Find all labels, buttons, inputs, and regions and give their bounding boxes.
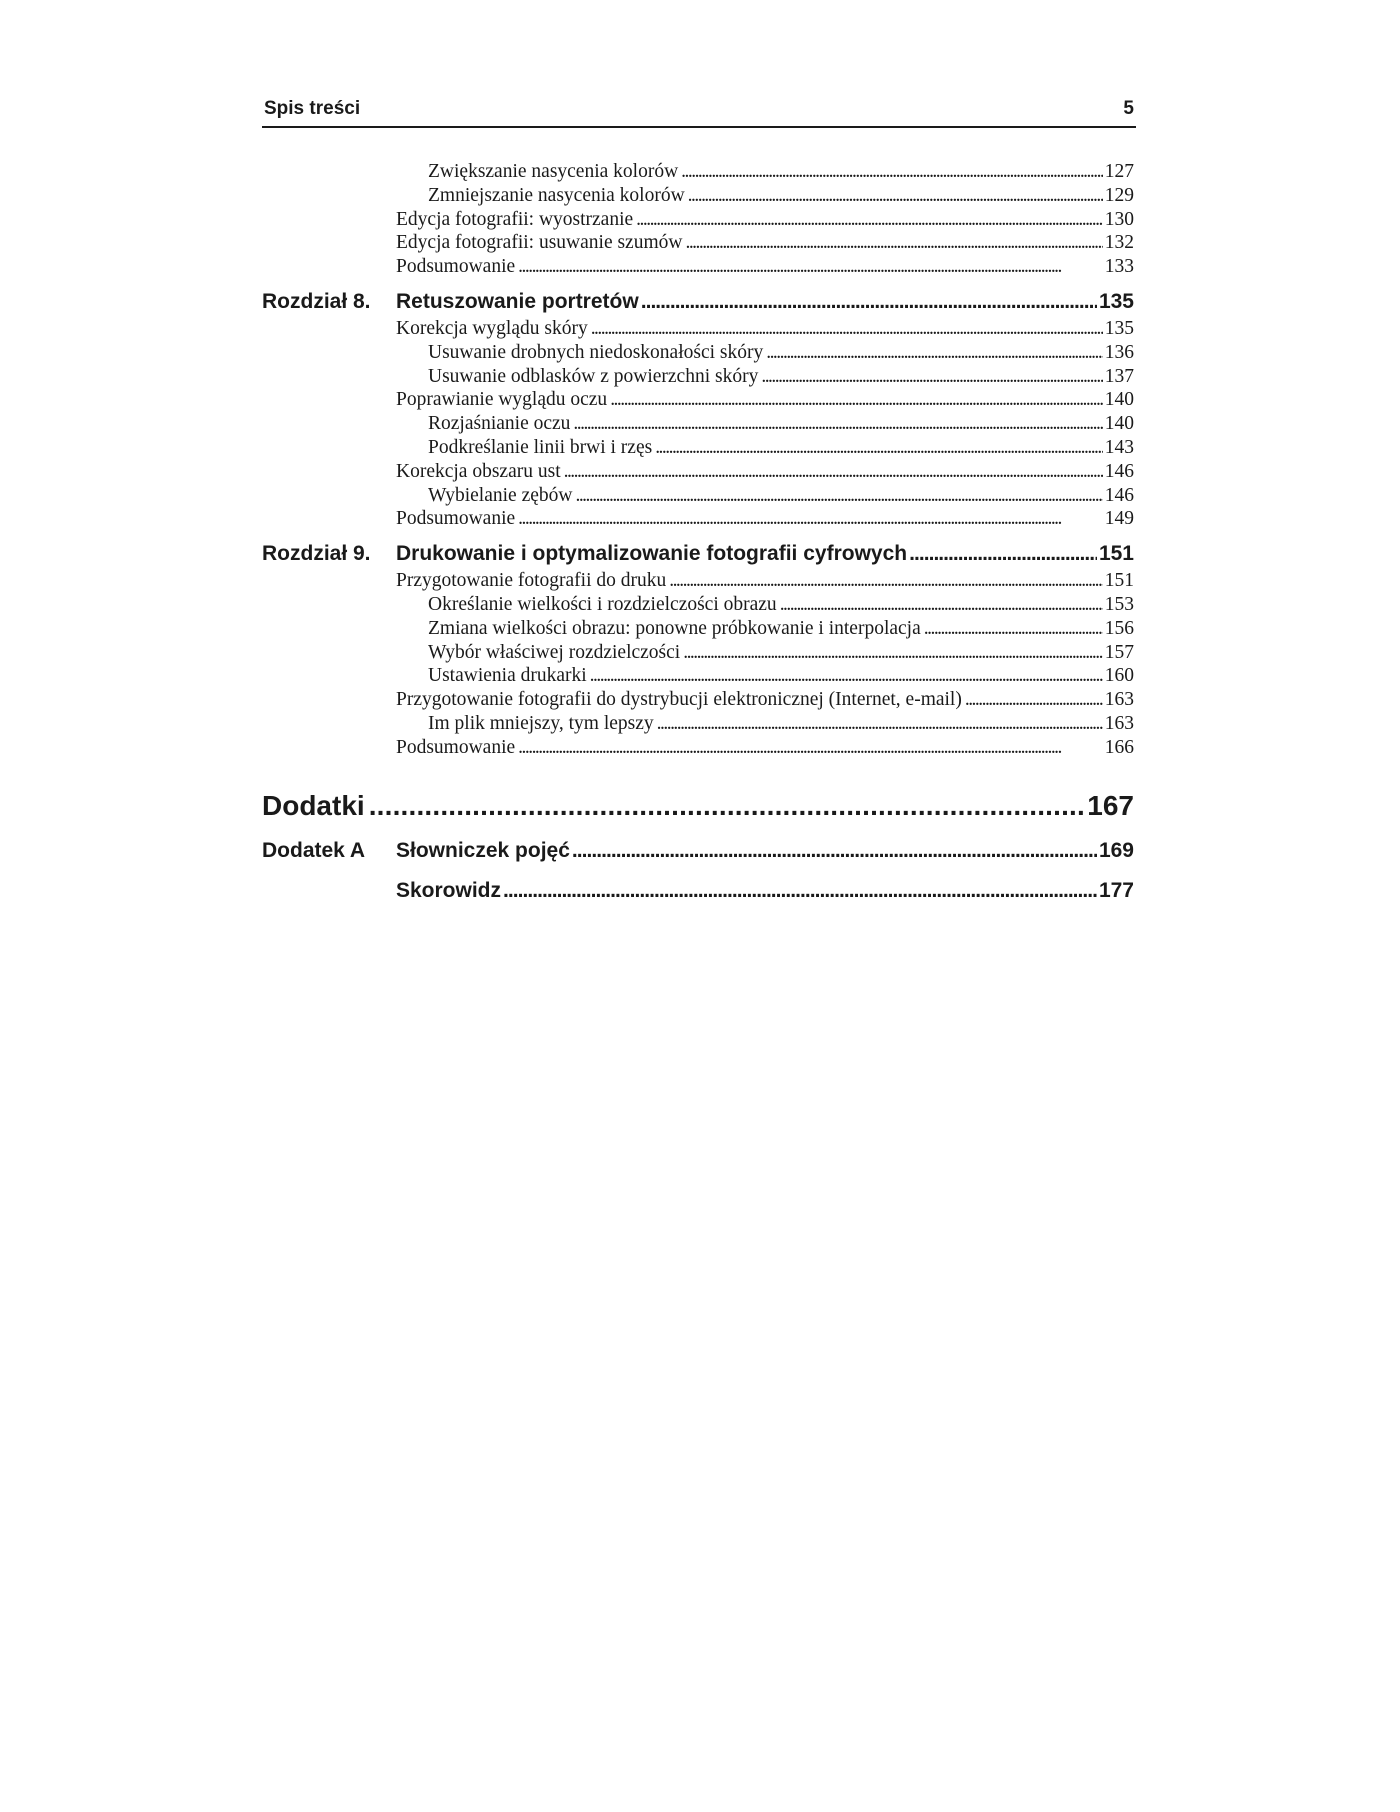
dot-leader [965,688,1103,712]
toc-entry-page: 149 [1104,508,1134,530]
dot-leader [369,786,1086,826]
dot-leader [766,341,1103,365]
dot-leader [909,539,1097,569]
chapter-8-heading[interactable] [262,287,1134,317]
dot-leader [780,593,1103,617]
toc-entry-text: Rozjaśnianie oczu [428,412,573,436]
toc-entry-page: 129 [1104,184,1134,206]
toc-entry-page: 136 [1104,341,1134,363]
dot-leader [636,208,1103,232]
chapter-title: Retuszowanie portretów [396,289,639,313]
toc-entry-text: Zwiększanie nasycenia kolorów [428,160,681,184]
toc-entry-page: 166 [1104,736,1134,758]
toc-entry-text: Edycja fotografii: wyostrzanie [396,208,636,232]
toc-entry-page: 133 [1104,256,1134,278]
toc-entry[interactable] [262,412,1134,436]
toc-entry-page: 156 [1104,617,1134,639]
toc-entry-text: Określanie wielkości i rozdzielczości obrazu [428,593,780,617]
toc-entry-text: Ustawienia drukarki [428,664,590,688]
part-title: Dodatki [262,789,365,821]
index-title: Skorowidz [396,878,502,902]
toc-entry-page: 127 [1104,161,1134,182]
chapter-label: Rozdział 9. [262,542,371,566]
header-page-number: 5 [1123,98,1134,119]
dot-leader [688,184,1103,208]
toc-entry-text: Podsumowanie [396,736,518,760]
toc-entry-text: Korekcja wyglądu skóry [396,317,591,341]
toc-entry[interactable] [262,184,1134,208]
toc-entry-text: Podkreślanie linii brwi i rzęs [428,436,655,460]
toc-entry[interactable] [262,593,1134,617]
chapter-8-entries [262,317,1134,531]
toc-entry[interactable] [262,255,1134,279]
toc-entry[interactable] [262,231,1134,255]
dot-leader [681,160,1103,184]
header-title: Spis treści [264,98,361,119]
toc-entry[interactable] [262,160,1134,184]
toc-entry[interactable] [262,436,1134,460]
toc-entry-text: Im plik mniejszy, tym lepszy [428,712,657,736]
toc-entry-text: Przygotowanie fotografii do dystrybucji elektronicznej (Internet, e-mail) [396,688,965,712]
chapter-title: Drukowanie i optymalizowanie fotografii cyfrowych [396,542,908,566]
dot-leader [657,712,1103,736]
dot-leader [573,412,1102,436]
toc-entry-text: Korekcja obszaru ust [396,460,564,484]
toc-entry-page: 143 [1104,436,1134,458]
index-page: 177 [1098,878,1134,902]
toc-entry-page: 130 [1104,208,1134,230]
toc-entry-text: Usuwanie drobnych niedoskonałości skóry [428,341,766,365]
toc-entry-page: 151 [1104,570,1134,592]
dot-leader [518,736,1103,760]
toc-entry-text: Usuwanie odblasków z powierzchni skóry [428,365,761,389]
toc-entry-text: Poprawianie wyglądu oczu [396,388,610,412]
toc-entry-text: Edycja fotografii: usuwanie szumów [396,231,685,255]
appendix-page: 169 [1098,838,1134,862]
toc-entry[interactable] [262,736,1134,760]
part-appendices-heading[interactable] [262,786,1134,826]
toc-entry[interactable] [262,388,1134,412]
dot-leader [924,617,1103,641]
chapter-label: Rozdział 8. [262,289,371,313]
toc-entry-page: 132 [1104,232,1134,254]
toc-entry-page: 160 [1104,665,1134,687]
toc-entry-page: 137 [1104,365,1134,387]
toc-entry-page: 163 [1104,712,1134,734]
dot-leader [518,255,1103,279]
toc-entry[interactable] [262,317,1134,341]
toc-entry-page: 146 [1104,460,1134,482]
toc-entry[interactable] [262,617,1134,641]
toc-entry[interactable] [262,688,1134,712]
dot-leader [669,569,1103,593]
dot-leader [518,507,1103,531]
dot-leader [641,287,1097,317]
toc-entry[interactable] [262,365,1134,389]
toc-entry[interactable] [262,641,1134,665]
toc-entry-page: 140 [1104,413,1134,435]
toc-entry-page: 135 [1104,317,1134,339]
toc-entry[interactable] [262,507,1134,531]
toc-entry-text: Podsumowanie [396,255,518,279]
part-page: 167 [1087,789,1134,821]
chapter-page: 135 [1098,289,1134,313]
toc-entry-page: 140 [1104,389,1134,411]
toc-entry-text: Przygotowanie fotografii do druku [396,569,669,593]
toc-entry[interactable] [262,664,1134,688]
dot-leader [591,317,1103,341]
toc-entry-text: Wybielanie zębów [428,484,575,508]
appendix-a-heading[interactable] [262,836,1134,866]
toc-entry-page: 153 [1104,593,1134,615]
continued-entries [262,160,1134,279]
dot-leader [575,484,1102,508]
toc-entry-page: 157 [1104,641,1134,663]
running-header [262,96,1136,128]
dot-leader [761,365,1102,389]
toc-entry-text: Podsumowanie [396,507,518,531]
appendix-label: Dodatek A [262,838,366,862]
toc-entry[interactable] [262,712,1134,736]
toc-entry-text: Wybór właściwej rozdzielczości [428,641,683,665]
appendix-title: Słowniczek pojęć [396,838,570,862]
chapter-9-entries [262,569,1134,759]
dot-leader [503,876,1097,906]
table-of-contents [262,160,1134,906]
toc-entry-page: 146 [1104,484,1134,506]
index-heading[interactable] [262,876,1134,906]
dot-leader [564,460,1103,484]
chapter-page: 151 [1098,542,1134,566]
toc-entry[interactable] [262,484,1134,508]
dot-leader [655,436,1103,460]
toc-entry[interactable] [262,208,1134,232]
toc-entry[interactable] [262,460,1134,484]
toc-entry-text: Zmiana wielkości obrazu: ponowne próbkowanie i interpolacja [428,617,924,641]
dot-leader [572,836,1097,866]
dot-leader [590,664,1103,688]
dot-leader [685,231,1102,255]
toc-entry-text: Zmniejszanie nasycenia kolorów [428,184,688,208]
dot-leader [610,388,1103,412]
toc-entry[interactable] [262,341,1134,365]
dot-leader [683,641,1103,665]
chapter-9-heading[interactable] [262,539,1134,569]
toc-entry[interactable] [262,569,1134,593]
toc-entry-page: 163 [1104,689,1134,711]
